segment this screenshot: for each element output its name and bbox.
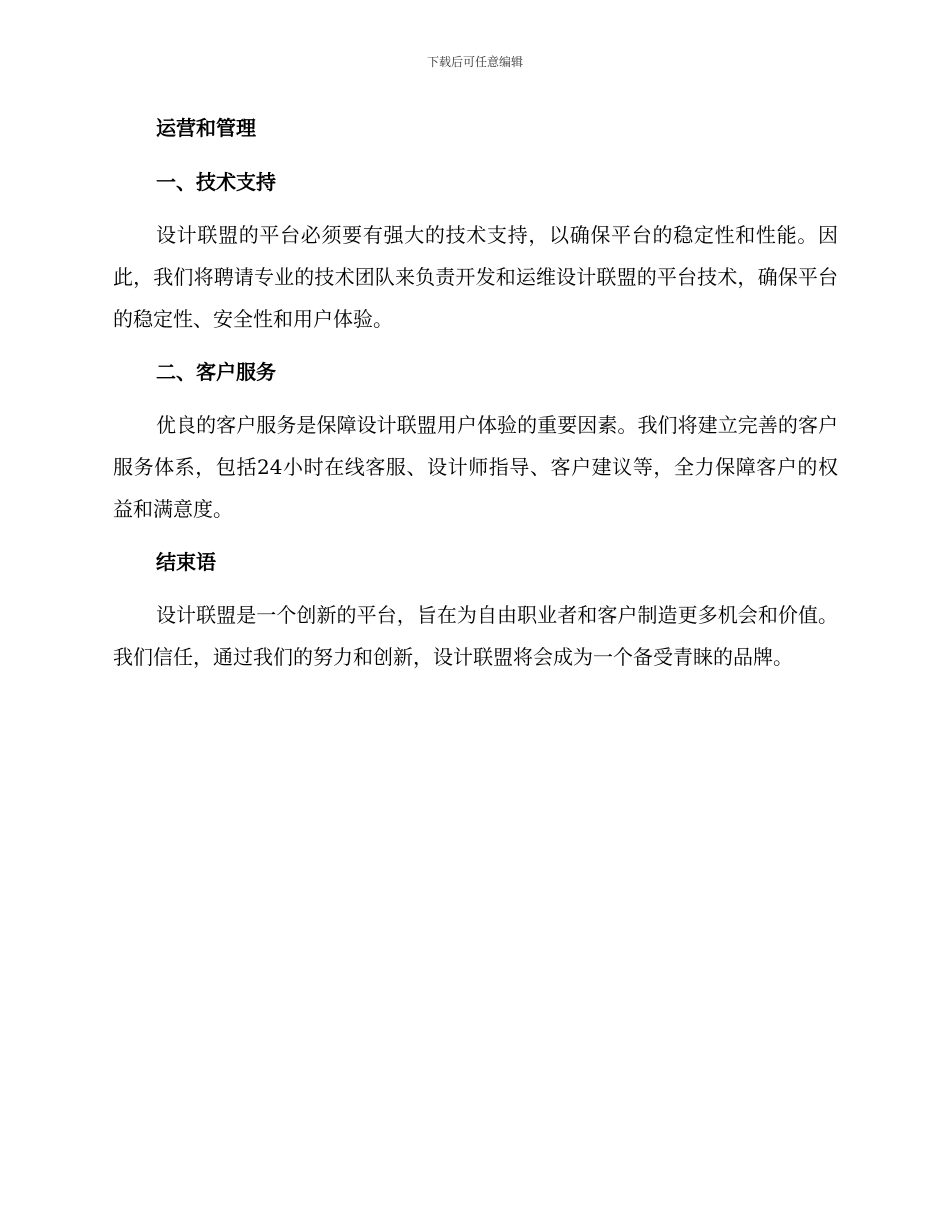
document-body — [113, 106, 838, 688]
page-header: 下载后可任意编辑 — [426, 55, 523, 69]
section-heading-tech-support: 一、技术支持 — [156, 170, 276, 194]
paragraph-tech-support: 设计联盟的平台必须要有强大的技术支持，以确保平台的稳定性和性能。因此，我们将聘请专业的技术团队来负责开发和运维设计联盟的平台技术，确保平台的稳定性、安全性和用户体验。 — [113, 223, 838, 331]
section-heading-customer-service: 二、客户服务 — [156, 360, 276, 384]
paragraph-customer-service: 优良的客户服务是保障设计联盟用户体验的重要因素。我们将建立完善的客户服务体系，包括24小时在线客服、设计师指导、客户建议等，全力保障客户的权益和满意度。 — [113, 413, 838, 521]
paragraph-conclusion: 设计联盟是一个创新的平台，旨在为自由职业者和客户制造更多机会和价值。我们信任，通过我们的努力和创新，设计联盟将会成为一个备受青睐的品牌。 — [113, 603, 838, 669]
section-heading-conclusion: 结束语 — [156, 550, 216, 574]
section-heading-operations: 运营和管理 — [156, 116, 256, 140]
